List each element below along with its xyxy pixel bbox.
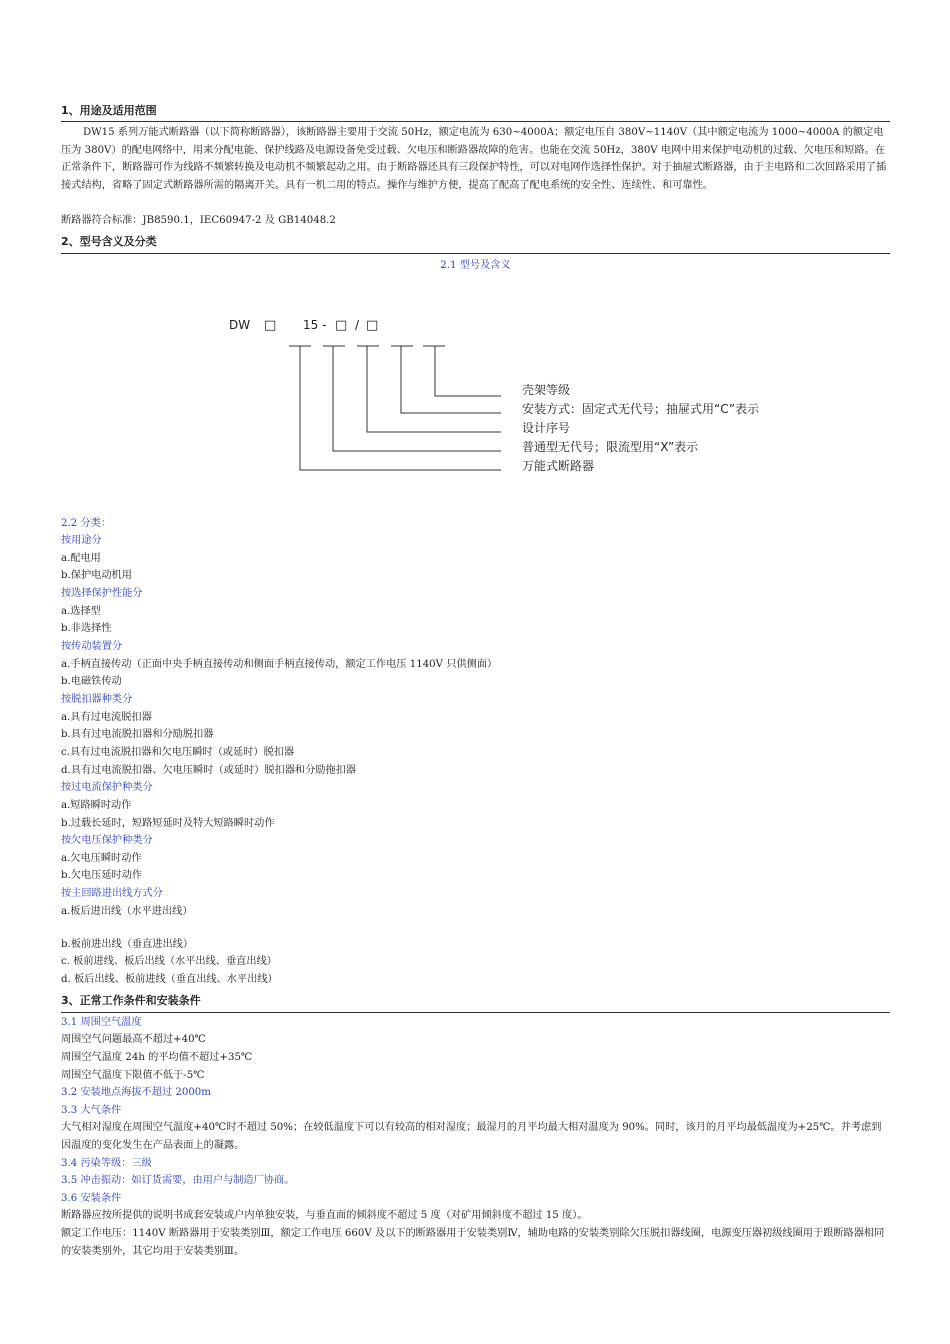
list-item: b.保护电动机用	[61, 570, 132, 582]
section-1-title: 1、用途及适用范围	[61, 104, 157, 117]
section-1-paragraph: DW15 系列万能式断路器（以下简称断路器），该断路器主要用于交流 50Hz，额定电流为 630~4000A；额定电压自 380V~1140V（其中额定电流为 1000~4000A 的额定电压为 380V）的配电网络中，用来分配电能、保护线路及电源设备免受过载、欠电压和断路器故障的危害。也能在交流 50Hz，380V 电网中用来保护电动机的过载、欠电压和短路。在正常条件下，断路器可作为线路不频繁转换及电动机不频繁起动之用。由于断路器还具有三段保护特性，可以对电网作选择性保护。对于抽屉式断路器，由于主电路和二次回路采用了插接式结构，省略了固定式断路器所需的隔离开关。具有一机二用的特点。操作与维护方便，提高了配高了配电系统的安全性、连续性、和可靠性。	[61, 127, 887, 191]
label-type: 普通型无代号；限流型用“X”表示	[522, 440, 699, 454]
list-item: a.短路瞬时动作	[61, 799, 132, 811]
list-item: b.具有过电流脱扣器和分励脱扣器	[61, 729, 214, 741]
subsection-3-5: 3.5 冲击振动：如订货需要，由用户与制造厂协商。	[61, 1175, 295, 1186]
model-series: 15 -	[303, 318, 327, 332]
section-2-title: 2、型号含义及分类	[61, 235, 157, 248]
list-item: a.具有过电流脱扣器	[61, 711, 152, 723]
list-item: b.欠电压延时动作	[61, 870, 143, 882]
install-text-1: 断路器应按所提供的说明书成套安装或户内单独安装，与垂直面的倾斜度不超过 5 度（对矿用倾斜度不超过 15 度）。	[61, 1210, 588, 1221]
section-3-rule	[61, 1012, 890, 1013]
list-item: d.具有过电流脱扣器、欠电压瞬时（或延时）脱扣器和分励拖扣器	[61, 764, 357, 776]
list-item: a.手柄直接传动（正面中央手柄直接传动和侧面手柄直接传动，额定工作电压 1140V 只供侧面）	[61, 658, 498, 670]
list-item: a.配电用	[61, 552, 101, 564]
section-3-title: 3、正常工作条件和安装条件	[61, 994, 201, 1007]
list-item: b.非选择性	[61, 623, 112, 635]
label-design-no: 设计序号	[522, 421, 571, 435]
list-item: b.板前进出线（垂直进出线）	[61, 939, 194, 950]
model-prefix: DW	[229, 318, 251, 332]
classification-list	[61, 532, 890, 920]
subsection-3-2: 3.2 安装地点海拔不超过 2000m	[61, 1087, 211, 1098]
model-box-2: □	[335, 318, 348, 333]
list-item: b.电磁铁传动	[61, 676, 122, 688]
list-item: b.过载长延时，短路短延时及特大短路瞬时动作	[61, 817, 275, 829]
subsection-3-6: 3.6 安装条件	[61, 1193, 122, 1204]
model-box-1: □	[264, 318, 277, 333]
install-text-2: 额定工作电压：1140V 断路器用于安装类别Ⅲ，额定工作电压 660V 及以下的断路器用于安装类别Ⅳ，辅助电路的安装类别除欠压脱扣器线圈，电源变压器初级线圈用于跟断路器相同的安装类别外，其它均用于安装类别Ⅲ。	[61, 1228, 885, 1257]
list-item: c. 板前进线、板后出线（水平出线、垂直出线）	[61, 956, 277, 967]
temp-min: 周围空气温度下限值不低于-5℃	[61, 1070, 205, 1081]
diagram-lines	[289, 346, 501, 470]
label-frame-class: 壳架等级	[522, 383, 571, 397]
classification-heading: 按脱扣器种类分	[61, 693, 133, 705]
model-slash: /	[355, 318, 360, 332]
list-item: a.板后进出线（水平进出线）	[61, 905, 193, 917]
subsection-2-2-title: 2.2 分类：	[61, 518, 112, 529]
model-box-3: □	[366, 318, 379, 333]
temp-max: 周围空气问题最高不超过+40℃	[61, 1034, 206, 1045]
section-2-rule	[61, 253, 890, 254]
subsection-3-3: 3.3 大气条件	[61, 1105, 122, 1116]
classification-heading: 按选择保护性能分	[61, 587, 143, 599]
classification-heading: 按主回路进出线方式分	[61, 888, 163, 900]
classification-heading: 按传动装置分	[61, 640, 123, 652]
classification-heading: 按用途分	[61, 535, 102, 546]
temp-avg: 周围空气温度 24h 的平均值不超过+35℃	[61, 1052, 253, 1063]
list-item: c.具有过电流脱扣器和欠电压瞬时（或延时）脱扣器	[61, 746, 295, 758]
list-item: a.选择型	[61, 605, 101, 617]
subsection-2-1-title: 2.1 型号及含义	[440, 260, 511, 271]
label-mounting: 安装方式：固定式无代号；抽屉式用“C”表示	[522, 402, 760, 416]
subsection-3-1: 3.1 周围空气温度	[61, 1017, 142, 1028]
label-universal-breaker: 万能式断路器	[522, 459, 595, 473]
list-item: d. 板后出线、板前进线（垂直出线、水平出线）	[61, 974, 278, 985]
atmosphere-text: 大气相对湿度在周围空气温度+40℃时不超过 50%；在较低温度下可以有较高的相对湿度；最湿月的月平均最大相对温度为 90%。同时，该月的月平均最低温度为+25℃。并考虑到因温度的变化发生在产品表面上的凝露。	[61, 1122, 882, 1151]
classification-heading: 按欠电压保护种类分	[61, 835, 153, 847]
list-item: a.欠电压瞬时动作	[61, 852, 142, 864]
subsection-3-4: 3.4 污染等级：三级	[61, 1158, 152, 1169]
section-1-rule	[61, 121, 890, 122]
standards-line: 断路器符合标准：JB8590.1，IEC60947-2 及 GB14048.2	[61, 215, 336, 226]
model-code-diagram	[211, 310, 911, 480]
classification-heading: 按过电流保护种类分	[61, 782, 153, 794]
